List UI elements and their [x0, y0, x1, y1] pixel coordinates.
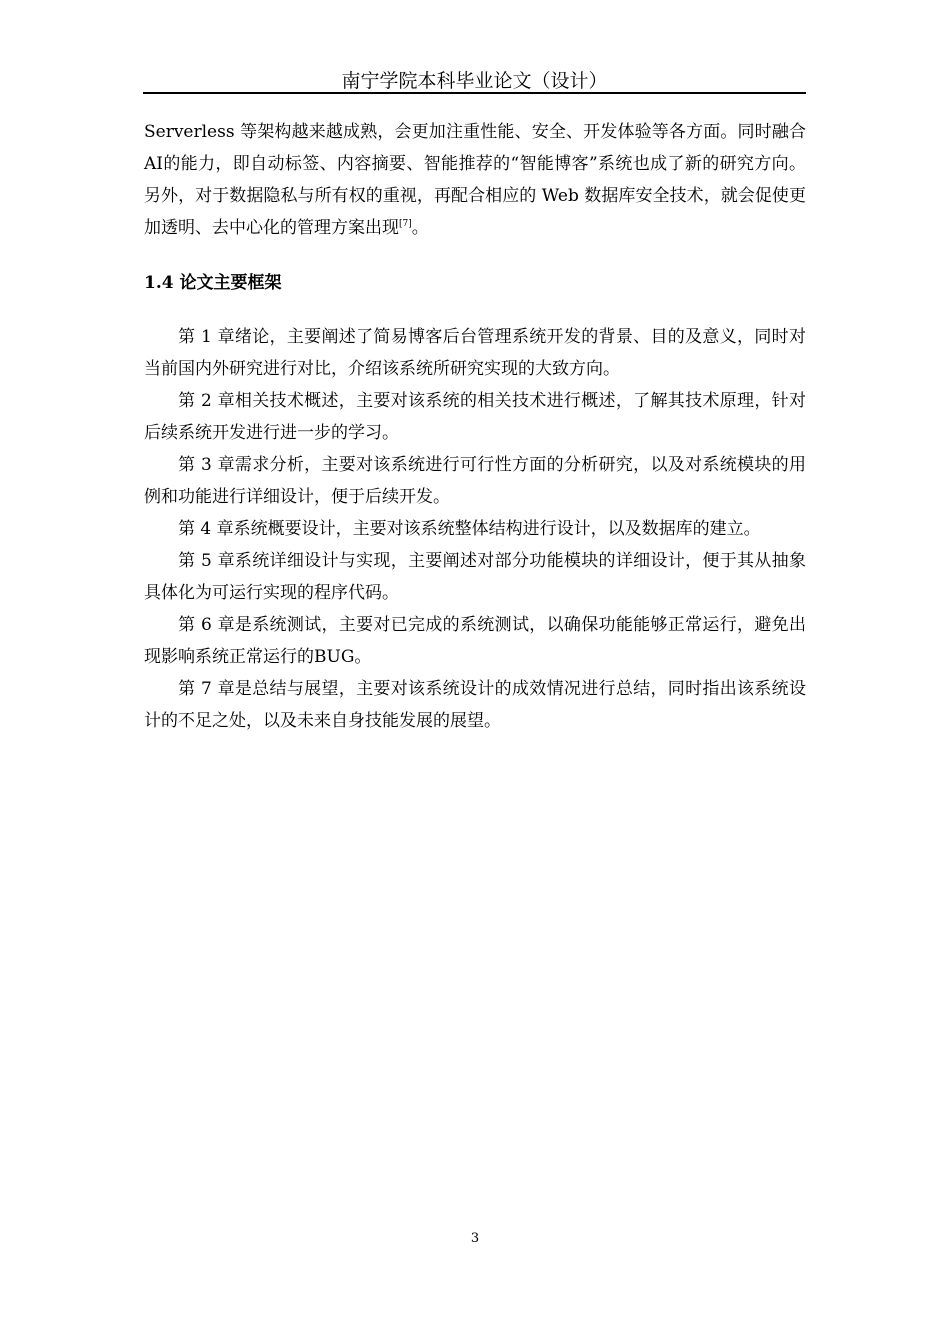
intro-end: 。: [411, 218, 429, 238]
chapter-paragraph-3: 第 3 章需求分析，主要对该系统进行可行性方面的分析研究，以及对系统模块的用例和功能进行详细设计，便于后续开发。: [144, 455, 806, 507]
chapter-paragraph-1: 第 1 章绪论，主要阐述了简易博客后台管理系统开发的背景、目的及意义，同时对当前国内外研究进行对比，介绍该系统所研究实现的大致方向。: [144, 327, 806, 379]
intro-paragraph: [144, 116, 806, 244]
intro-text: Serverless 等架构越来越成熟，会更加注重性能、安全、开发体验等各方面。同时融合AI的能力，即自动标签、内容摘要、智能推荐的“智能博客”系统也成了新的研究方向。另外，对于数据隐私与所有权的重视，再配合相应的 Web 数据库安全技术，就会促使更加透明、去中心化的管理方案出现: [144, 122, 806, 238]
citation-mark: [7]: [399, 219, 412, 229]
chapter-paragraph-5: 第 5 章系统详细设计与实现，主要阐述对部分功能模块的详细设计，便于其从抽象具体化为可运行实现的程序代码。: [144, 551, 806, 603]
section-heading: 1.4 论文主要框架: [144, 273, 282, 293]
document-body: [144, 116, 806, 737]
header-divider: [143, 92, 806, 94]
page-header: 南宁学院本科毕业论文（设计）: [341, 70, 608, 92]
chapter-paragraph-2: 第 2 章相关技术概述，主要对该系统的相关技术进行概述，了解其技术原理，针对后续系统开发进行进一步的学习。: [144, 391, 806, 443]
chapter-paragraph-6: 第 6 章是系统测试，主要对已完成的系统测试，以确保功能能够正常运行，避免出现影响系统正常运行的BUG。: [144, 615, 806, 667]
chapter-paragraph-7: 第 7 章是总结与展望，主要对该系统设计的成效情况进行总结，同时指出该系统设计的不足之处，以及未来自身技能发展的展望。: [144, 679, 806, 731]
page-number: 3: [470, 1231, 480, 1246]
chapter-paragraph-4: 第 4 章系统概要设计，主要对该系统整体结构进行设计，以及数据库的建立。: [178, 519, 761, 539]
